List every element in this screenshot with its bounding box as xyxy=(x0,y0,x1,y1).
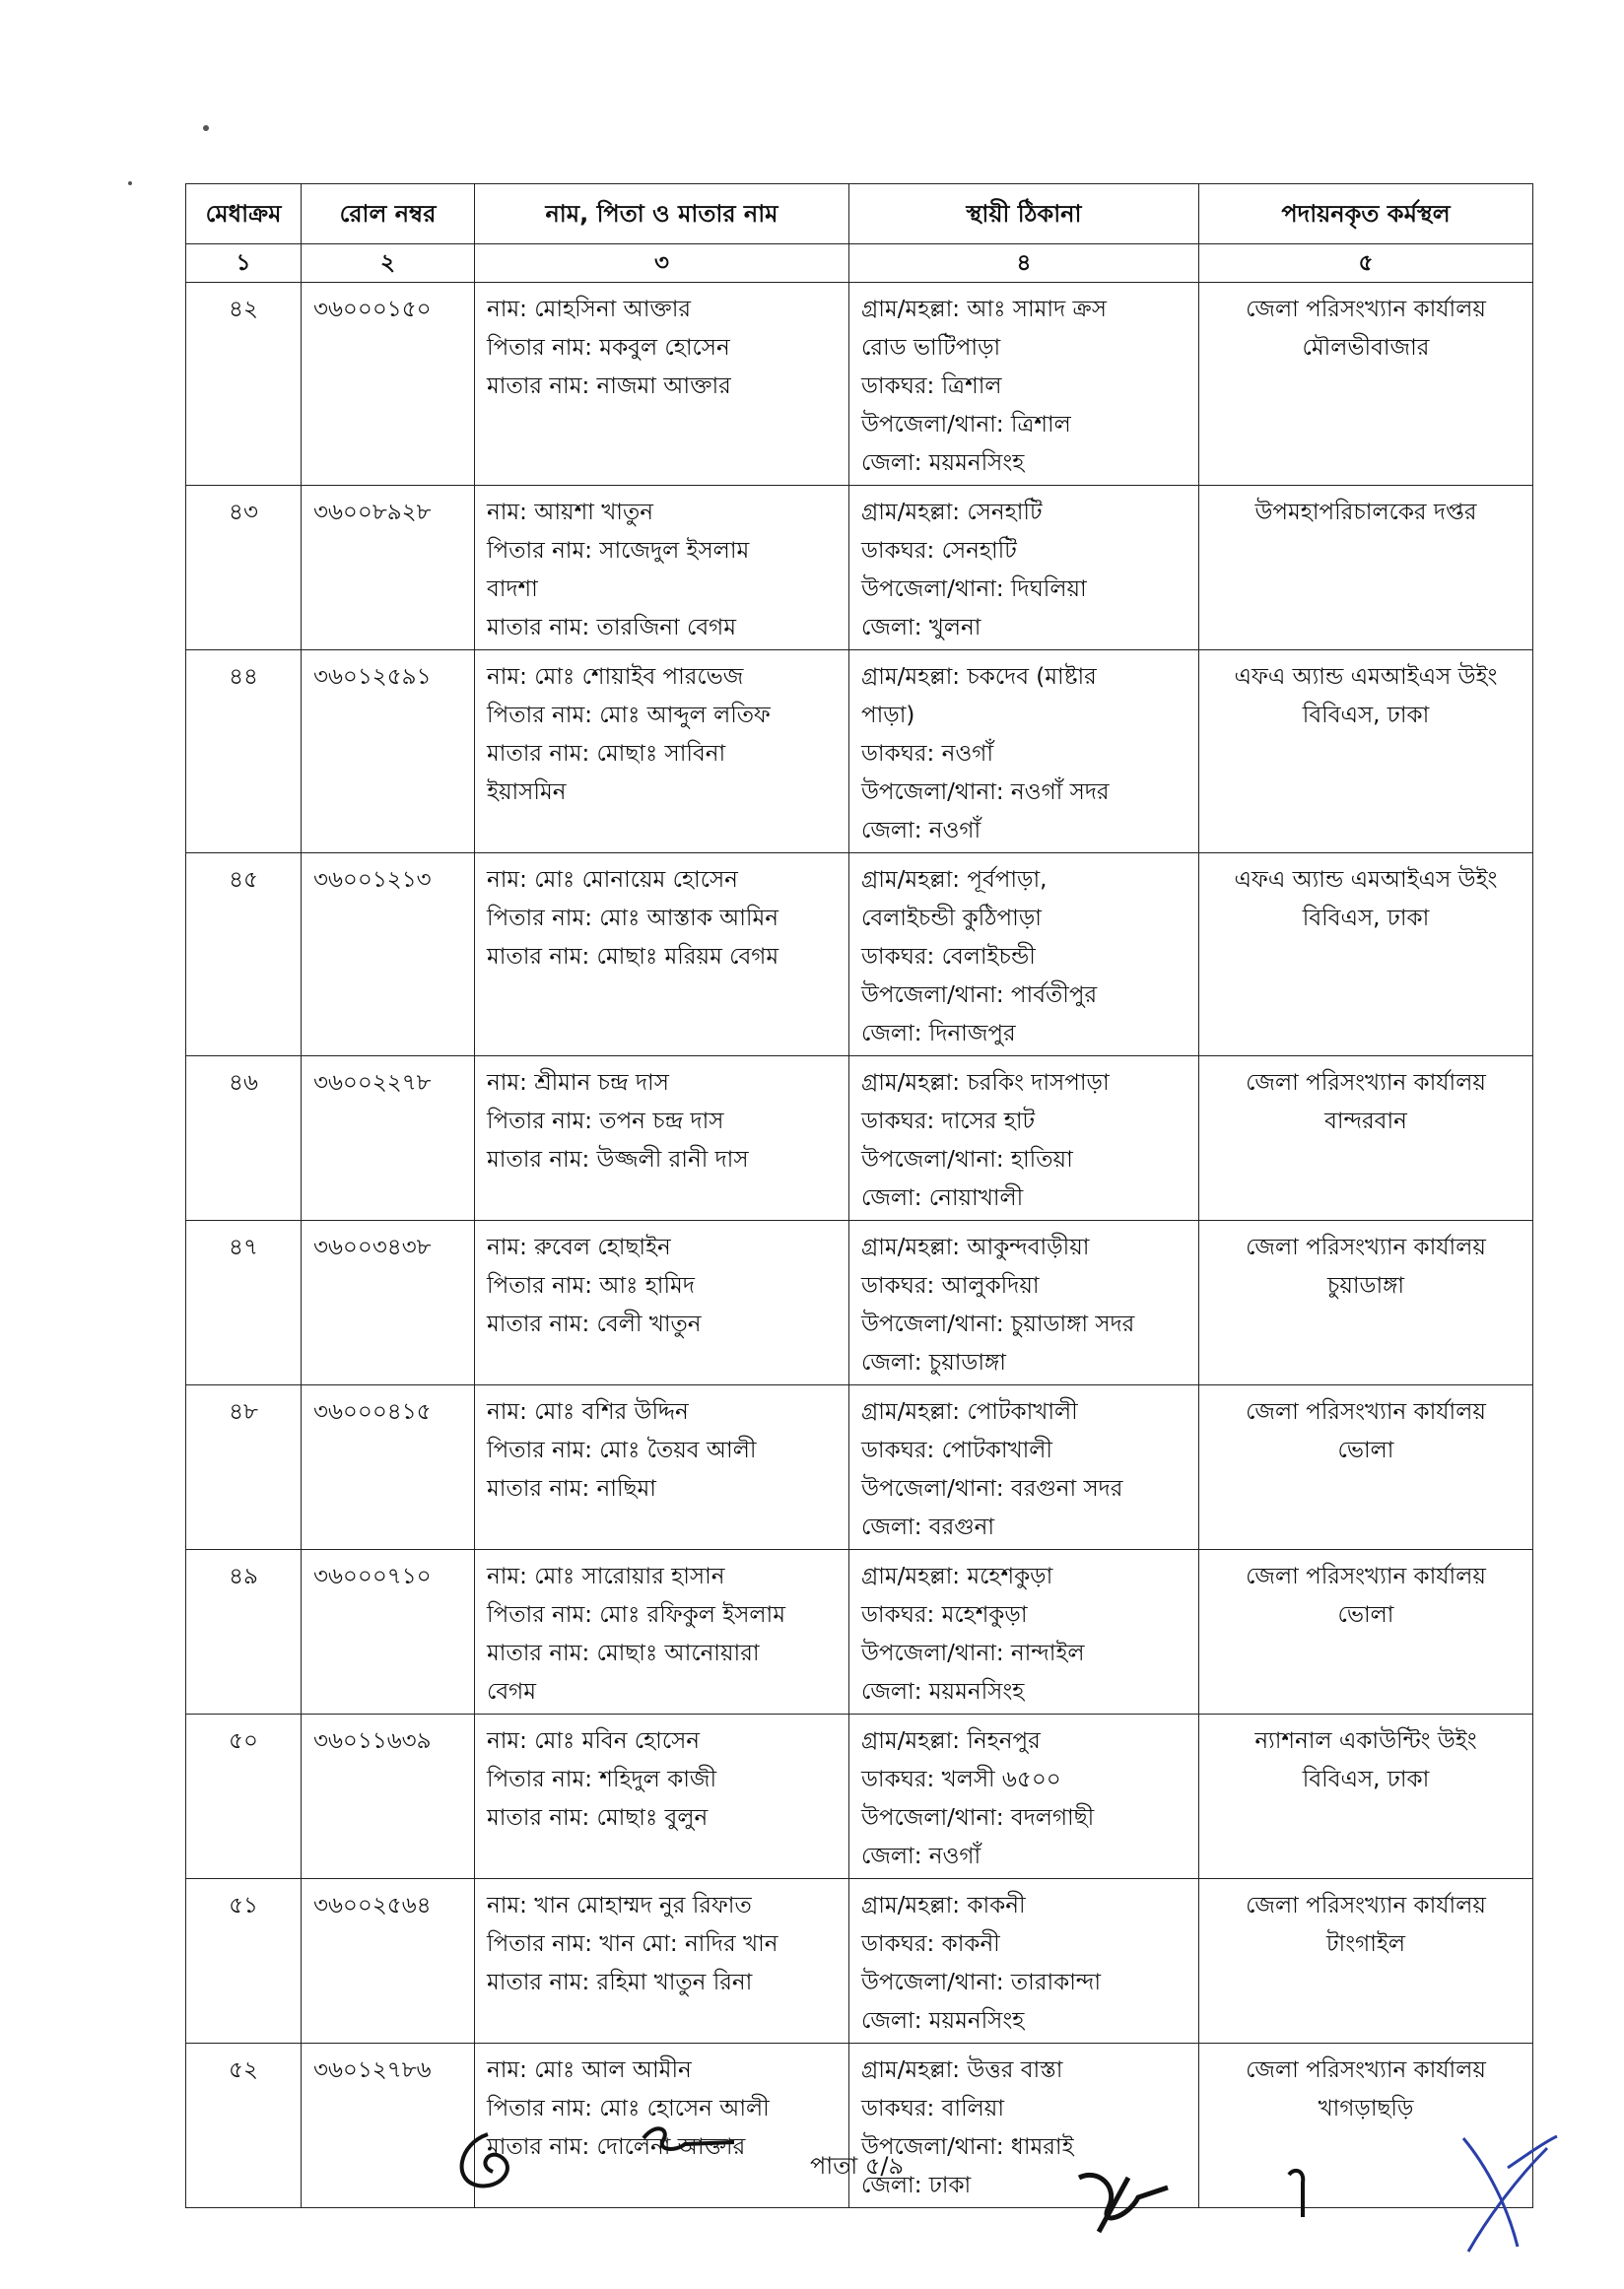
column-number: ২ xyxy=(302,244,475,283)
address-cell xyxy=(849,283,1199,486)
name-line: পিতার নাম: শহিদুল কাজী xyxy=(487,1767,717,1792)
name-line: নাম: মোহসিনা আক্তার xyxy=(487,297,692,322)
merit-cell: ৪৯ xyxy=(186,1550,302,1715)
merit-cell: ৪৪ xyxy=(186,650,302,853)
header-roll: রোল নম্বর xyxy=(302,184,475,244)
address-cell xyxy=(849,1550,1199,1715)
name-line: মাতার নাম: রহিমা খাতুন রিনা xyxy=(487,1970,753,1995)
roll-cell: ৩৬০১২৫৯১ xyxy=(302,650,475,853)
posting-line: জেলা পরিসংখ্যান কার্যালয় xyxy=(1246,297,1486,322)
posting-line: এফএ অ্যান্ড এমআইএস উইং xyxy=(1234,867,1498,893)
column-number: ৪ xyxy=(849,244,1199,283)
names-cell xyxy=(475,1221,849,1385)
address-line: ডাকঘর: বালিয়া xyxy=(861,2096,1005,2121)
address-line: ডাকঘর: ত্রিশাল xyxy=(861,373,1002,399)
posting-line: বিবিএস, ঢাকা xyxy=(1302,703,1430,728)
name-line: নাম: মোঃ আল আমীন xyxy=(487,2057,692,2083)
merit-cell: ৫২ xyxy=(186,2044,302,2208)
merit-cell: ৫১ xyxy=(186,1879,302,2044)
name-line: পিতার নাম: আঃ হামিদ xyxy=(487,1273,695,1299)
column-number: ৩ xyxy=(475,244,849,283)
address-line: উপজেলা/থানা: হাতিয়া xyxy=(861,1147,1073,1173)
names-cell xyxy=(475,486,849,650)
posting-line: জেলা পরিসংখ্যান কার্যালয় xyxy=(1246,2057,1486,2083)
name-line: মাতার নাম: উজ্জলী রানী দাস xyxy=(487,1147,749,1173)
name-line: মাতার নাম: তারজিনা বেগম xyxy=(487,615,736,640)
address-line: জেলা: ময়মনসিংহ xyxy=(861,2008,1025,2034)
address-line: ডাকঘর: সেনহাটি xyxy=(861,538,1017,564)
address-line: গ্রাম/মহল্লা: চরকিং দাসপাড়া xyxy=(861,1070,1110,1096)
name-line: নাম: রুবেল হোছাইন xyxy=(487,1235,671,1260)
address-line: উপজেলা/থানা: ত্রিশাল xyxy=(861,412,1071,438)
posting-cell xyxy=(1199,1385,1533,1550)
merit-cell: ৪২ xyxy=(186,283,302,486)
address-line: জেলা: দিনাজপুর xyxy=(861,1021,1016,1046)
posting-cell xyxy=(1199,853,1533,1056)
address-line: জেলা: ঢাকা xyxy=(861,2173,972,2198)
name-line: নাম: মোঃ মোনায়েম হোসেন xyxy=(487,867,738,893)
name-line: পিতার নাম: মোঃ তৈয়ব আলী xyxy=(487,1438,757,1463)
posting-line: উপমহাপরিচালকের দপ্তর xyxy=(1254,500,1477,525)
roll-cell: ৩৬০০০৭১০ xyxy=(302,1550,475,1715)
posting-line: বিবিএস, ঢাকা xyxy=(1302,906,1430,931)
merit-cell: ৪৬ xyxy=(186,1056,302,1221)
address-line: জেলা: নওগাঁ xyxy=(861,1844,981,1869)
address-line: জেলা: নওগাঁ xyxy=(861,818,981,843)
posting-line: জেলা পরিসংখ্যান কার্যালয় xyxy=(1246,1564,1486,1589)
posting-line: বান্দরবান xyxy=(1324,1109,1407,1134)
name-line: নাম: শ্রীমান চন্দ্র দাস xyxy=(487,1070,669,1096)
table-row xyxy=(186,486,1533,650)
posting-line: জেলা পরিসংখ্যান কার্যালয় xyxy=(1246,1893,1486,1919)
posting-line: টাংগাইল xyxy=(1326,1931,1405,1957)
address-line: জেলা: চুয়াডাঙ্গা xyxy=(861,1350,1006,1376)
address-line: পাড়া) xyxy=(861,703,915,728)
names-cell xyxy=(475,283,849,486)
address-line: ডাকঘর: পোটকাখালী xyxy=(861,1438,1053,1463)
address-line: গ্রাম/মহল্লা: সেনহাটি xyxy=(861,500,1043,525)
table-row xyxy=(186,1056,1533,1221)
name-line: পিতার নাম: মোঃ আস্তাক আমিন xyxy=(487,906,779,931)
name-line: পিতার নাম: খান মো: নাদির খান xyxy=(487,1931,778,1957)
table-row xyxy=(186,1715,1533,1879)
address-line: গ্রাম/মহল্লা: আঃ সামাদ ক্রস xyxy=(861,297,1107,322)
address-line: গ্রাম/মহল্লা: উত্তর বাস্তা xyxy=(861,2057,1063,2083)
address-line: গ্রাম/মহল্লা: চকদেব (মাষ্টার xyxy=(861,664,1097,690)
name-line: মাতার নাম: মোছাঃ মরিয়ম বেগম xyxy=(487,944,779,970)
posting-cell xyxy=(1199,1056,1533,1221)
posting-cell xyxy=(1199,650,1533,853)
address-line: উপজেলা/থানা: চুয়াডাঙ্গা সদর xyxy=(861,1312,1135,1337)
posting-cell xyxy=(1199,1715,1533,1879)
table-row xyxy=(186,1385,1533,1550)
name-line: মাতার নাম: নাজমা আক্তার xyxy=(487,373,731,399)
name-line: নাম: মোঃ শোয়াইব পারভেজ xyxy=(487,664,744,690)
address-line: উপজেলা/থানা: নান্দাইল xyxy=(861,1641,1085,1666)
table-row xyxy=(186,1550,1533,1715)
address-cell xyxy=(849,1715,1199,1879)
posting-cell xyxy=(1199,1879,1533,2044)
address-line: উপজেলা/থানা: বরগুনা সদর xyxy=(861,1476,1123,1502)
address-line: গ্রাম/মহল্লা: কাকনী xyxy=(861,1893,1026,1919)
names-cell xyxy=(475,853,849,1056)
name-line: নাম: মোঃ মবিন হোসেন xyxy=(487,1728,701,1754)
name-line: মাতার নাম: মোছাঃ বুলুন xyxy=(487,1805,709,1831)
name-line: মাতার নাম: দোলেনা আক্তার xyxy=(487,2134,746,2160)
address-line: গ্রাম/মহল্লা: আকুন্দবাড়ীয়া xyxy=(861,1235,1090,1260)
name-line: পিতার নাম: সাজেদুল ইসলাম xyxy=(487,538,750,564)
table-row xyxy=(186,283,1533,486)
signature-initial-3 xyxy=(1069,2158,1178,2237)
posting-cell xyxy=(1199,283,1533,486)
posting-line: জেলা পরিসংখ্যান কার্যালয় xyxy=(1246,1070,1486,1096)
address-line: উপজেলা/থানা: ধামরাই xyxy=(861,2134,1074,2160)
address-line: উপজেলা/থানা: বদলগাছী xyxy=(861,1805,1095,1831)
posting-line: জেলা পরিসংখ্যান কার্যালয় xyxy=(1246,1399,1486,1425)
name-line: নাম: মোঃ সারোয়ার হাসান xyxy=(487,1564,725,1589)
roll-cell: ৩৬০০৩৪৩৮ xyxy=(302,1221,475,1385)
address-line: গ্রাম/মহল্লা: নিহনপুর xyxy=(861,1728,1041,1754)
posting-line: ভোলা xyxy=(1337,1602,1394,1628)
roll-cell: ৩৬০০২২৭৮ xyxy=(302,1056,475,1221)
column-number: ১ xyxy=(186,244,302,283)
table-body xyxy=(186,283,1533,2208)
signature-initial-5 xyxy=(1449,2128,1567,2256)
names-cell xyxy=(475,1385,849,1550)
name-line: পিতার নাম: মোঃ হোসেন আলী xyxy=(487,2096,770,2121)
signature-initial-1 xyxy=(448,2126,537,2195)
posting-line: ন্যাশনাল একাউন্টিং উইং xyxy=(1254,1728,1477,1754)
address-line: ডাকঘর: দাসের হাট xyxy=(861,1109,1036,1134)
address-line: ডাকঘর: খলসী ৬৫০০ xyxy=(861,1767,1061,1792)
merit-cell: ৪৫ xyxy=(186,853,302,1056)
posting-line: ভোলা xyxy=(1337,1438,1394,1463)
roll-cell: ৩৬০০২৫৬৪ xyxy=(302,1879,475,2044)
table-row xyxy=(186,1221,1533,1385)
posting-line: মৌলভীবাজার xyxy=(1302,335,1430,361)
address-cell xyxy=(849,650,1199,853)
address-line: উপজেলা/থানা: তারাকান্দা xyxy=(861,1970,1102,1995)
address-line: জেলা: ময়মনসিংহ xyxy=(861,450,1025,476)
address-cell xyxy=(849,1385,1199,1550)
roll-cell: ৩৬০০১২১৩ xyxy=(302,853,475,1056)
name-line: মাতার নাম: মোছাঃ সাবিনা xyxy=(487,741,726,767)
address-line: উপজেলা/থানা: নওগাঁ সদর xyxy=(861,779,1110,805)
posting-cell xyxy=(1199,1550,1533,1715)
merit-cell: ৪৮ xyxy=(186,1385,302,1550)
posting-cell xyxy=(1199,1221,1533,1385)
name-line: মাতার নাম: নাছিমা xyxy=(487,1476,656,1502)
table-row xyxy=(186,1879,1533,2044)
name-line: বেগম xyxy=(487,1679,536,1705)
posting-line: জেলা পরিসংখ্যান কার্যালয় xyxy=(1246,1235,1486,1260)
address-line: ডাকঘর: মহেশকুড়া xyxy=(861,1602,1028,1628)
scan-speck xyxy=(203,125,209,131)
names-cell xyxy=(475,1879,849,2044)
header-merit: মেধাক্রম xyxy=(186,184,302,244)
address-line: ডাকঘর: বেলাইচন্ডী xyxy=(861,944,1036,970)
table-row xyxy=(186,853,1533,1056)
name-line: বাদশা xyxy=(487,576,538,602)
merit-cell: ৪৩ xyxy=(186,486,302,650)
column-number-row xyxy=(186,244,1533,283)
name-line: নাম: আয়শা খাতুন xyxy=(487,500,653,525)
names-cell xyxy=(475,1056,849,1221)
address-line: জেলা: খুলনা xyxy=(861,615,981,640)
posting-line: খাগড়াছড়ি xyxy=(1318,2096,1414,2121)
name-line: পিতার নাম: তপন চন্দ্র দাস xyxy=(487,1109,724,1134)
address-line: বেলাইচন্ডী কুঠিপাড়া xyxy=(861,906,1042,931)
address-line: জেলা: নোয়াখালী xyxy=(861,1185,1024,1211)
name-line: মাতার নাম: মোছাঃ আনোয়ারা xyxy=(487,1641,760,1666)
names-cell xyxy=(475,1715,849,1879)
posting-line: বিবিএস, ঢাকা xyxy=(1302,1767,1430,1792)
names-cell xyxy=(475,1550,849,1715)
name-line: মাতার নাম: বেলী খাতুন xyxy=(487,1312,702,1337)
signature-initial-2 xyxy=(636,2119,744,2168)
address-line: গ্রাম/মহল্লা: মহেশকুড়া xyxy=(861,1564,1053,1589)
merit-list-table xyxy=(185,183,1533,2208)
header-posting: পদায়নকৃত কর্মস্থল xyxy=(1199,184,1533,244)
address-cell xyxy=(849,1221,1199,1385)
name-line: পিতার নাম: মোঃ রফিকুল ইসলাম xyxy=(487,1602,785,1628)
page-number: পাতা ৫/৯ xyxy=(810,2152,905,2180)
address-line: উপজেলা/থানা: পার্বতীপুর xyxy=(861,982,1098,1008)
header-names: নাম, পিতা ও মাতার নাম xyxy=(475,184,849,244)
address-line: গ্রাম/মহল্লা: পোটকাখালী xyxy=(861,1399,1078,1425)
column-number: ৫ xyxy=(1199,244,1533,283)
roll-cell: ৩৬০১২৭৮৬ xyxy=(302,2044,475,2208)
name-line: নাম: মোঃ বশির উদ্দিন xyxy=(487,1399,689,1425)
address-cell xyxy=(849,853,1199,1056)
posting-line: চুয়াডাঙ্গা xyxy=(1326,1273,1405,1299)
address-line: রোড ভাটিপাড়া xyxy=(861,335,1001,361)
table-row xyxy=(186,650,1533,853)
names-cell xyxy=(475,650,849,853)
address-line: ডাকঘর: নওগাঁ xyxy=(861,741,994,767)
address-line: উপজেলা/থানা: দিঘলিয়া xyxy=(861,576,1087,602)
address-line: ডাকঘর: আলুকদিয়া xyxy=(861,1273,1040,1299)
address-line: ডাকঘর: কাকনী xyxy=(861,1931,1000,1957)
name-line: নাম: খান মোহাম্মদ নুর রিফাত xyxy=(487,1893,752,1919)
header-row xyxy=(186,184,1533,244)
merit-cell: ৪৭ xyxy=(186,1221,302,1385)
name-line: ইয়াসমিন xyxy=(487,779,567,805)
address-line: জেলা: বরগুনা xyxy=(861,1515,995,1540)
posting-cell xyxy=(1199,486,1533,650)
roll-cell: ৩৬০০০১৫০ xyxy=(302,283,475,486)
roll-cell: ৩৬০১১৬৩৯ xyxy=(302,1715,475,1879)
scan-speck xyxy=(128,181,132,185)
name-line: পিতার নাম: মকবুল হোসেন xyxy=(487,335,730,361)
merit-cell: ৫০ xyxy=(186,1715,302,1879)
name-line: পিতার নাম: মোঃ আব্দুল লতিফ xyxy=(487,703,771,728)
roll-cell: ৩৬০০০৪১৫ xyxy=(302,1385,475,1550)
posting-line: এফএ অ্যান্ড এমআইএস উইং xyxy=(1234,664,1498,690)
address-cell xyxy=(849,1879,1199,2044)
header-address: স্থায়ী ঠিকানা xyxy=(849,184,1199,244)
address-cell xyxy=(849,486,1199,650)
address-line: জেলা: ময়মনসিংহ xyxy=(861,1679,1025,1705)
signature-initial-4 xyxy=(1281,2163,1320,2222)
address-line: গ্রাম/মহল্লা: পূর্বপাড়া, xyxy=(861,867,1048,893)
address-cell xyxy=(849,1056,1199,1221)
roll-cell: ৩৬০০৮৯২৮ xyxy=(302,486,475,650)
